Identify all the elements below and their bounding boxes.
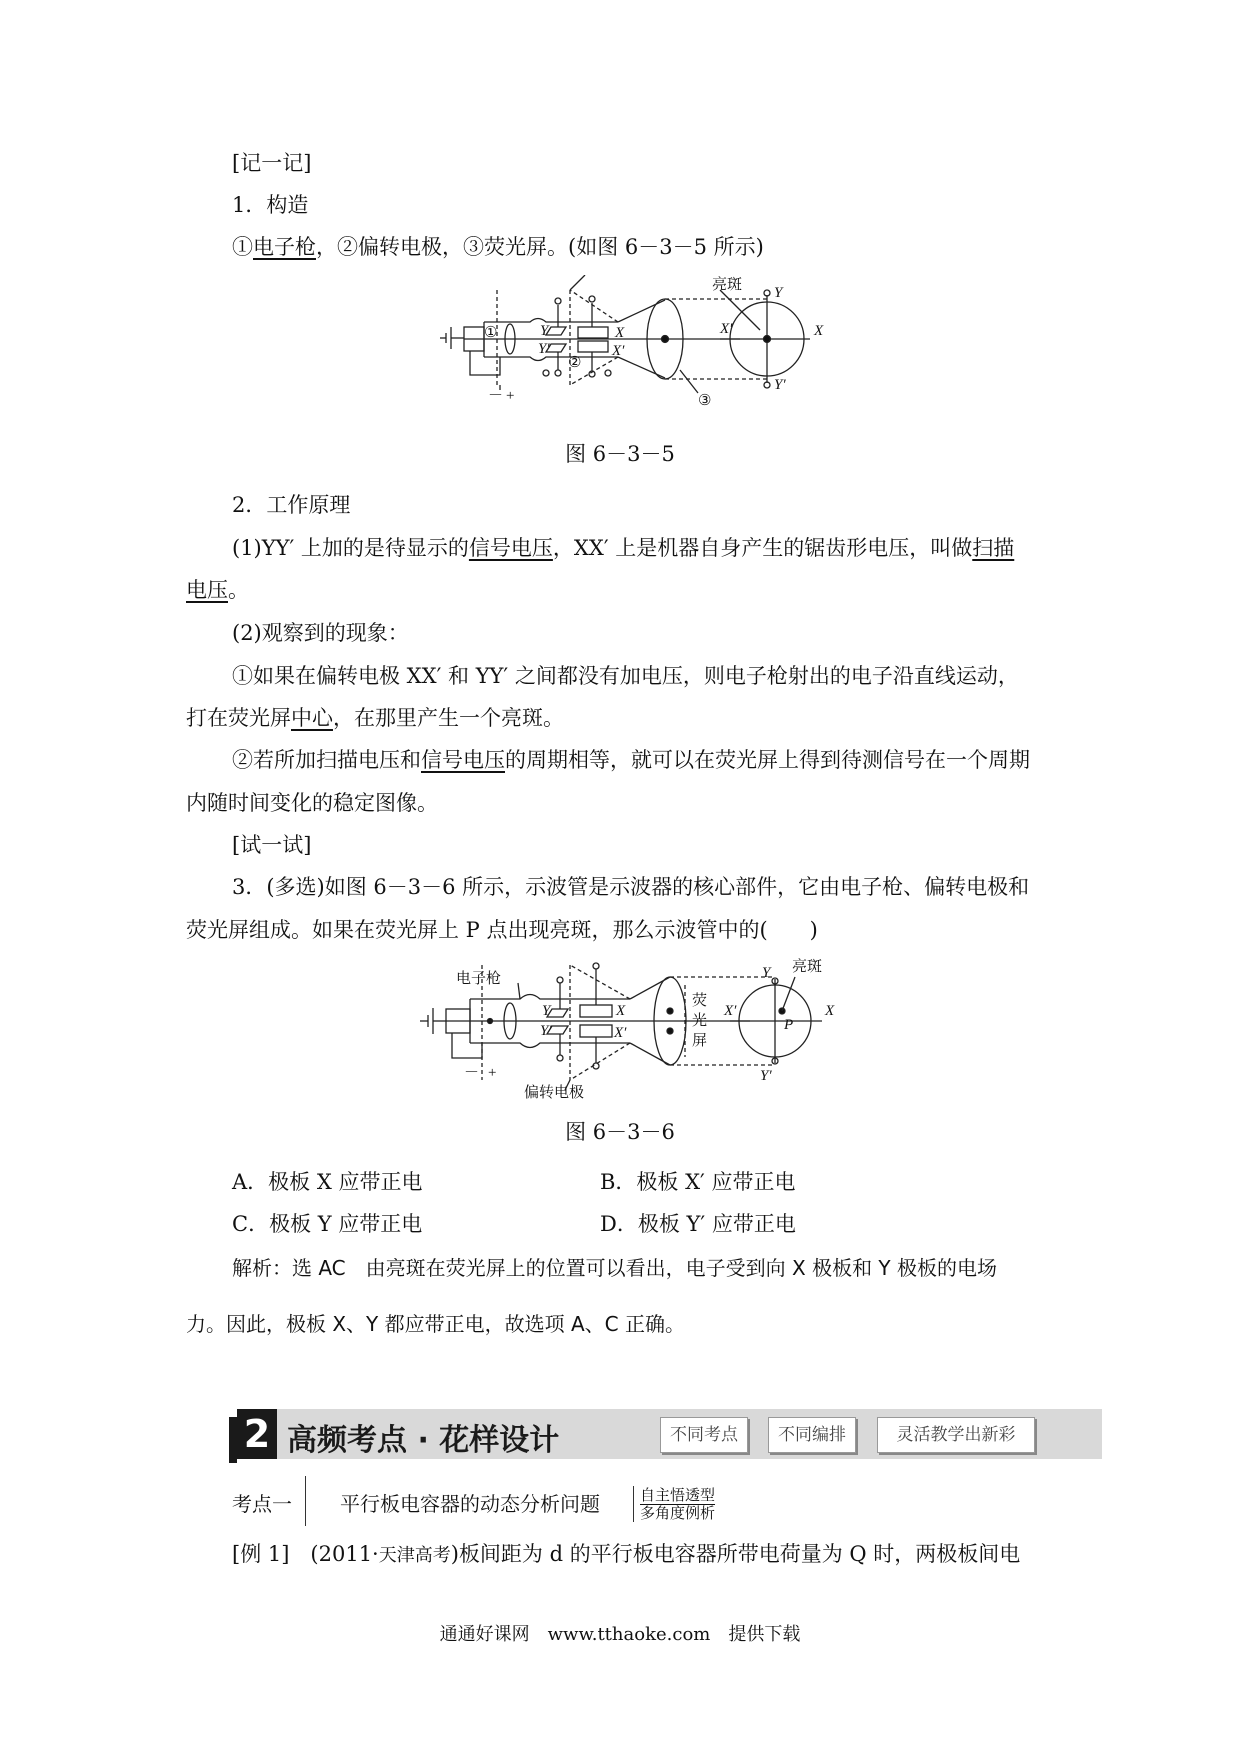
fig636-screen-Xp: X′ xyxy=(724,1003,737,1019)
fig635-c1: ① xyxy=(484,325,498,341)
fig635-minus: － xyxy=(488,388,504,404)
fig636-Y: Y xyxy=(542,1003,551,1019)
analysis-line1: 解析：选 AC 由亮斑在荧光屏上的位置可以看出，电子受到向 X 极板和 Y 极板的电场 xyxy=(232,1256,997,1280)
fig636-screen-Y: Y xyxy=(762,965,771,981)
kaodian-side2: 多角度例析 xyxy=(640,1504,716,1522)
analysis-line2: 力。因此，极板 X、Y 都应带正电，故选项 A、C 正确。 xyxy=(186,1312,685,1336)
kaodian-side xyxy=(633,1486,715,1522)
fig635-Xp: X′ xyxy=(612,343,625,359)
scan-term-b: 电压 xyxy=(186,578,228,602)
obs1-part1: 打在荧光屏 xyxy=(186,706,291,730)
fig636-plus: + xyxy=(488,1065,497,1081)
fig636-screen-Yp: Y′ xyxy=(760,1068,772,1084)
fig635-c3: ③ xyxy=(698,393,712,409)
principle-heading: 2．工作原理 xyxy=(232,493,351,517)
scan-term-a: 扫描 xyxy=(972,536,1015,560)
footer: 通通好课网 www.tthaoke.com 提供下载 xyxy=(439,1624,801,1645)
fig635-Y: Y xyxy=(540,323,549,339)
remember-heading: [记一记] xyxy=(232,151,312,175)
center-term: 中心 xyxy=(291,706,333,730)
section-tag-3: 灵活教学出新彩 xyxy=(877,1417,1035,1453)
principle-l2 xyxy=(186,575,249,605)
fig636-P: P xyxy=(784,1017,794,1033)
q3-line1: 3．(多选)如图 6－3－6 所示，示波管是示波器的核心部件，它由电子枪、偏转电极和 xyxy=(232,875,1030,899)
section-tag-1: 不同考点 xyxy=(660,1417,748,1453)
fig635-screen-Xp: X′ xyxy=(720,321,733,337)
fig635-spot: 亮斑 xyxy=(712,277,743,293)
principle-l1c: ，XX′ 上是机器自身产生的锯齿形电压，叫做 xyxy=(552,536,973,560)
observation-1a: ①如果在偏转电极 XX′ 和 YY′ 之间都没有加电压，则电子枪射出的电子沿直线运动， xyxy=(232,664,1019,688)
kaodian-side1: 自主悟透型 xyxy=(640,1486,716,1504)
option-b: B．极板 X′ 应带正电 xyxy=(600,1170,796,1194)
kaodian-title: 平行板电容器的动态分析问题 xyxy=(340,1492,600,1516)
fig635-X: X xyxy=(615,325,625,341)
fig636-deflect: 偏转电极 xyxy=(524,1085,585,1101)
structure-p2: ，②偏转电极，③荧光屏。(如图 6－3－5 所示) xyxy=(316,235,764,259)
fig636-Yp: Y′ xyxy=(540,1023,552,1039)
fig636-screen3: 屏 xyxy=(692,1033,708,1049)
obs2-part1: ②若所加扫描电压和 xyxy=(232,748,421,772)
example-part3: )板间距为 d 的平行板电容器所带电荷量为 Q 时，两极板间电 xyxy=(450,1542,1021,1566)
option-a: A．极板 X 应带正电 xyxy=(232,1170,423,1194)
fig636-screen2: 光 xyxy=(692,1013,708,1029)
fig635-plus: + xyxy=(506,388,515,404)
example-line xyxy=(232,1539,1020,1571)
structure-p1: ① xyxy=(232,235,253,259)
kaodian-label: 考点一 xyxy=(232,1492,292,1516)
signal-voltage-term-2: 信号电压 xyxy=(421,748,505,772)
fig635-Yp: Y′ xyxy=(538,341,550,357)
fig636-X: X xyxy=(616,1003,626,1019)
option-d: D．极板 Y′ 应带正电 xyxy=(600,1212,796,1236)
example-part1: [例 1] (2011· xyxy=(232,1542,379,1566)
fig635-screen-Yp: Y′ xyxy=(774,377,786,393)
structure-heading: 1．构造 xyxy=(232,193,309,217)
fig635-screen-X: X xyxy=(814,323,824,339)
figure-6-3-6 xyxy=(420,955,870,1105)
principle-l1 xyxy=(232,533,1014,563)
fig636-Xp: X′ xyxy=(614,1025,627,1041)
q3-line2: 荧光屏组成。如果在荧光屏上 P 点出现亮斑，那么示波管中的( ) xyxy=(186,918,818,942)
option-c: C．极板 Y 应带正电 xyxy=(232,1212,423,1236)
fig636-screen-X: X xyxy=(825,1003,835,1019)
obs1-part3: ，在那里产生一个亮斑。 xyxy=(333,706,564,730)
fig635-caption: 图 6－3－5 xyxy=(565,442,675,466)
fig636-gun: 电子枪 xyxy=(456,971,502,987)
section-tag-2: 不同编排 xyxy=(768,1417,856,1453)
observation-2b: 内随时间变化的稳定图像。 xyxy=(186,791,438,815)
electron-gun-term: 电子枪 xyxy=(253,235,316,259)
kaodian-divider xyxy=(305,1476,306,1526)
section-title: 高频考点 · 花样设计 xyxy=(287,1423,560,1458)
principle-l2e: 。 xyxy=(228,578,249,602)
fig636-spot: 亮斑 xyxy=(792,959,823,975)
fig636-screen1: 荧 xyxy=(692,993,708,1009)
figure-6-3-5 xyxy=(440,275,860,410)
example-source: 天津高考 xyxy=(378,1545,451,1566)
fig636-caption: 图 6－3－6 xyxy=(565,1120,675,1144)
observation-2a xyxy=(232,745,1030,775)
principle-l1a: (1)YY′ 上加的是待显示的 xyxy=(232,536,469,560)
fig636-minus: － xyxy=(464,1065,480,1081)
obs2-part3: 的周期相等，就可以在荧光屏上得到待测信号在一个周期 xyxy=(505,748,1030,772)
fig635-screen-Y: Y xyxy=(774,285,783,301)
section-banner xyxy=(237,1409,1102,1459)
structure-line xyxy=(232,232,764,262)
section-number: 2 xyxy=(237,1409,277,1459)
fig635-c2: ② xyxy=(568,355,582,371)
observation-1b xyxy=(186,703,564,733)
signal-voltage-term: 信号电压 xyxy=(468,536,553,560)
observation-heading: (2)观察到的现象： xyxy=(232,621,409,645)
try-heading: [试一试] xyxy=(232,833,312,857)
